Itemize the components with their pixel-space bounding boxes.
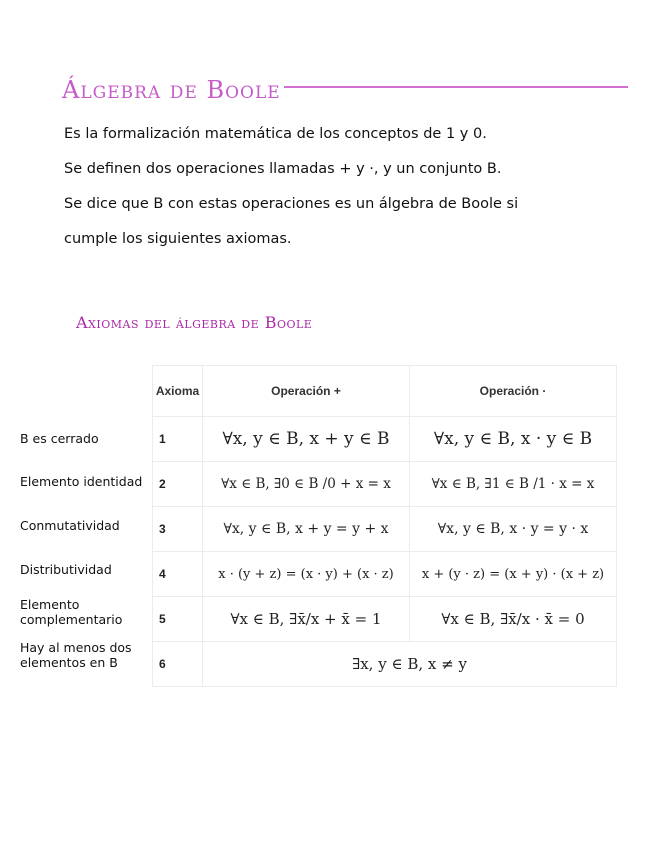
table-row: [153, 507, 617, 552]
formula-plus: ∀x, y ∈ B, x + y ∈ B: [203, 417, 410, 462]
table-row: [153, 597, 617, 642]
row-label-closure: B es cerrado: [20, 431, 99, 446]
section-subtitle: Axiomas del álgebra de Boole: [76, 313, 313, 332]
row-label-identity: Elemento identidad: [20, 474, 143, 489]
table-header-row: [153, 366, 617, 417]
formula-plus: ∀x ∈ B, ∃x̄/x + x̄ = 1: [203, 597, 410, 642]
axiom-number: 3: [153, 507, 203, 552]
row-label-commutativity: Conmutatividad: [20, 518, 120, 533]
formula-plus: x · (y + z) = (x · y) + (x · z): [203, 552, 410, 597]
title-underline: [284, 86, 628, 88]
formula-dot: ∀x, y ∈ B, x · y ∈ B: [410, 417, 617, 462]
row-label-complement: Elemento complementario: [20, 597, 123, 627]
intro-line: Es la formalización matemática de los conceptos de 1 y 0.: [64, 126, 487, 142]
table-row: [153, 417, 617, 462]
header-axioma: Axioma: [153, 366, 203, 417]
formula-plus: ∀x, y ∈ B, x + y = y + x: [203, 507, 410, 552]
header-operacion-dot: Operación ·: [410, 366, 617, 417]
axioms-table: [152, 365, 617, 687]
formula-dot: x + (y · z) = (x + y) · (x + z): [410, 552, 617, 597]
page-title: Álgebra de Boole: [62, 76, 281, 104]
formula-plus: ∀x ∈ B, ∃0 ∈ B /0 + x = x: [203, 462, 410, 507]
formula-both: ∃x, y ∈ B, x ≠ y: [203, 642, 617, 687]
row-label-two-elements: Hay al menos dos elementos en B: [20, 640, 132, 670]
axiom-number: 6: [153, 642, 203, 687]
table-row: [153, 552, 617, 597]
formula-dot: ∀x ∈ B, ∃x̄/x · x̄ = 0: [410, 597, 617, 642]
formula-dot: ∀x, y ∈ B, x · y = y · x: [410, 507, 617, 552]
intro-paragraph: [64, 122, 584, 262]
axiom-number: 5: [153, 597, 203, 642]
table-row: [153, 462, 617, 507]
header-operacion-plus: Operación +: [203, 366, 410, 417]
table-row: [153, 642, 617, 687]
axiom-number: 2: [153, 462, 203, 507]
intro-line: Se dice que B con estas operaciones es un álgebra de Boole si: [64, 196, 519, 212]
formula-dot: ∀x ∈ B, ∃1 ∈ B /1 · x = x: [410, 462, 617, 507]
row-label-distributivity: Distributividad: [20, 562, 112, 577]
axiom-number: 1: [153, 417, 203, 462]
intro-line: cumple los siguientes axiomas.: [64, 231, 292, 247]
axiom-number: 4: [153, 552, 203, 597]
intro-line: Se definen dos operaciones llamadas + y ·, y un conjunto B.: [64, 161, 502, 177]
